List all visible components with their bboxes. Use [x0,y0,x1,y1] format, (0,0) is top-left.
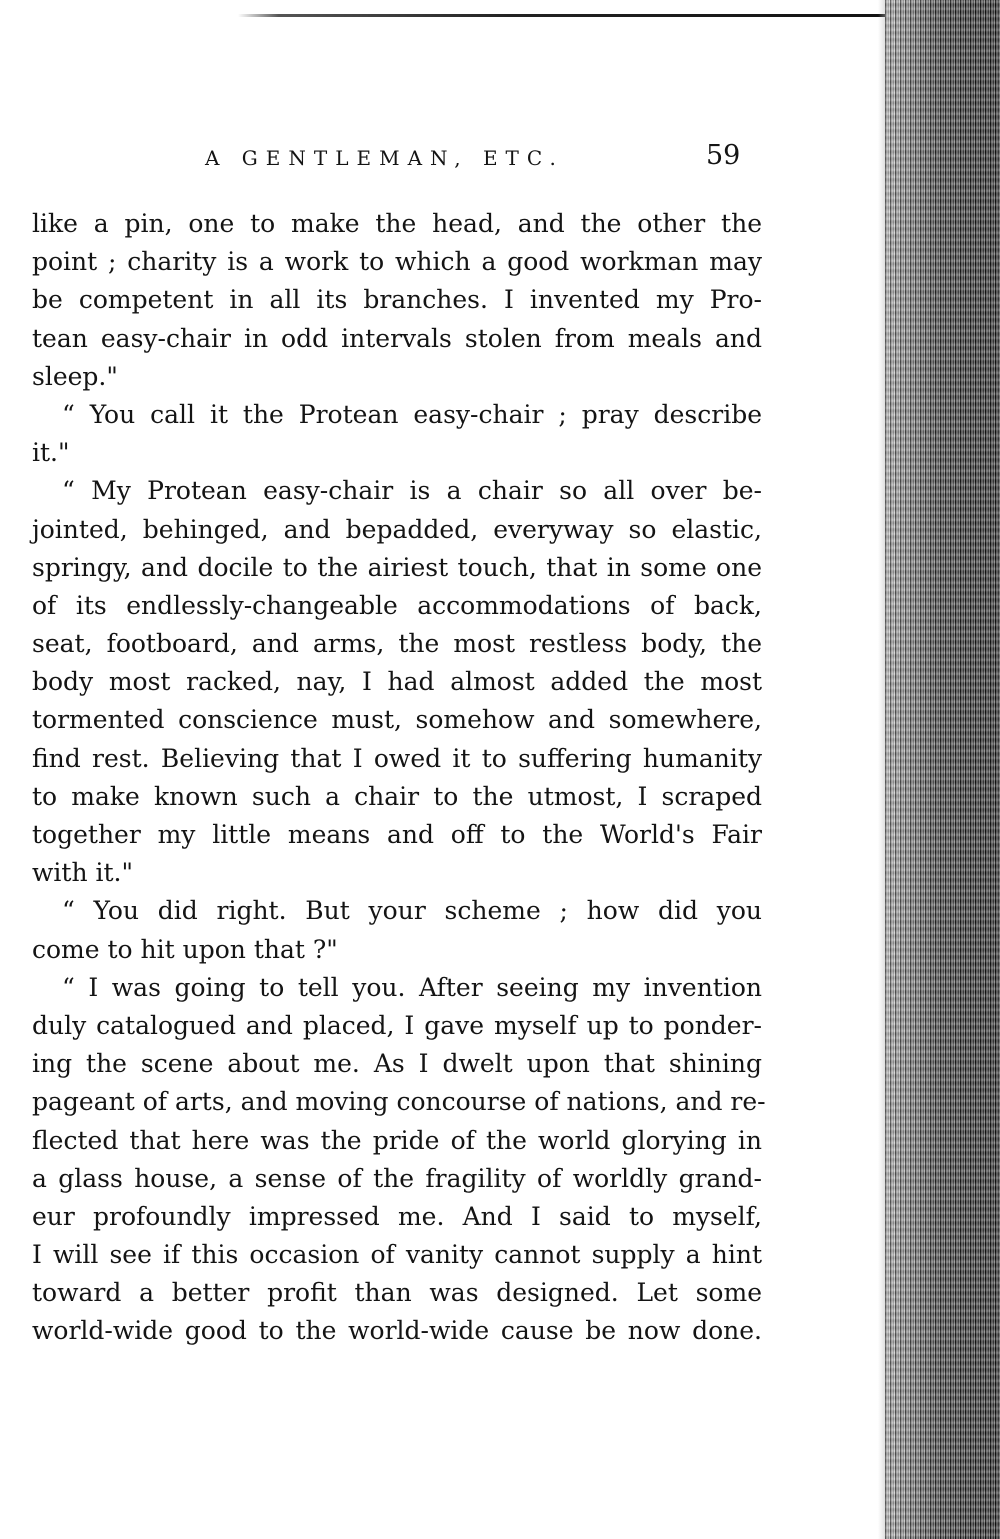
text-line: a glass house, a sense of the fragility of worldly grand- [32,1163,762,1193]
text-line: body most racked, nay, I had almost added the most [32,667,762,697]
text-line: be competent in all its branches. I invented my Pro- [32,285,762,315]
text-line: pageant of arts, and moving concourse of nations, and re- [32,1087,766,1117]
text-line: “ My Protean easy-chair is a chair so all over be- [62,476,762,506]
text-line: point ; charity is a work to which a good workman may [32,247,762,277]
text-line: seat, footboard, and arms, the most restless body, the [32,629,762,659]
text-line: to make known such a chair to the utmost, I scraped [32,781,762,811]
text-line: it." [32,438,70,468]
text-line: tean easy-chair in odd intervals stolen from meals and [32,323,762,353]
running-head: A GENTLEMAN, ETC. [205,146,564,170]
text-line: springy, and docile to the airiest touch, that in some one [32,552,762,582]
text-line: sleep." [32,361,118,391]
page-body-text [32,205,766,1351]
text-line: like a pin, one to make the head, and the other the [32,209,762,238]
text-line: jointed, behinged, and bepadded, everyway so elastic, [32,514,762,544]
page-header [0,140,880,180]
text-line: of its endlessly-changeable accommodations of back, [32,590,762,620]
text-line: flected that here was the pride of the world glorying in [32,1125,762,1155]
text-line: with it." [32,858,133,888]
book-spine-edge [885,0,1000,1539]
page-number: 59 [706,140,741,171]
text-line: together my little means and off to the World's Fair [32,820,762,849]
text-line: “ You did right. But your scheme ; how did you [62,896,762,926]
text-line: “ You call it the Protean easy-chair ; pray describe [62,399,762,429]
text-line: eur profoundly impressed me. And I said to myself, [32,1201,762,1231]
text-line: I will see if this occasion of vanity cannot supply a hint [32,1240,762,1270]
text-line: find rest. Believing that I owed it to suffering humanity [32,743,762,773]
top-border-rule [238,14,918,17]
text-line: duly catalogued and placed, I gave myself up to ponder- [32,1010,762,1040]
text-line: world-wide good to the world-wide cause be now done. [32,1316,762,1346]
text-line: come to hit upon that ?" [32,934,338,964]
text-line: toward a better profit than was designed. Let some [32,1278,762,1308]
text-line: ing the scene about me. As I dwelt upon that shining [32,1049,762,1079]
text-line: “ I was going to tell you. After seeing my invention [62,972,762,1002]
text-line: tormented conscience must, somehow and somewhere, [32,705,762,735]
